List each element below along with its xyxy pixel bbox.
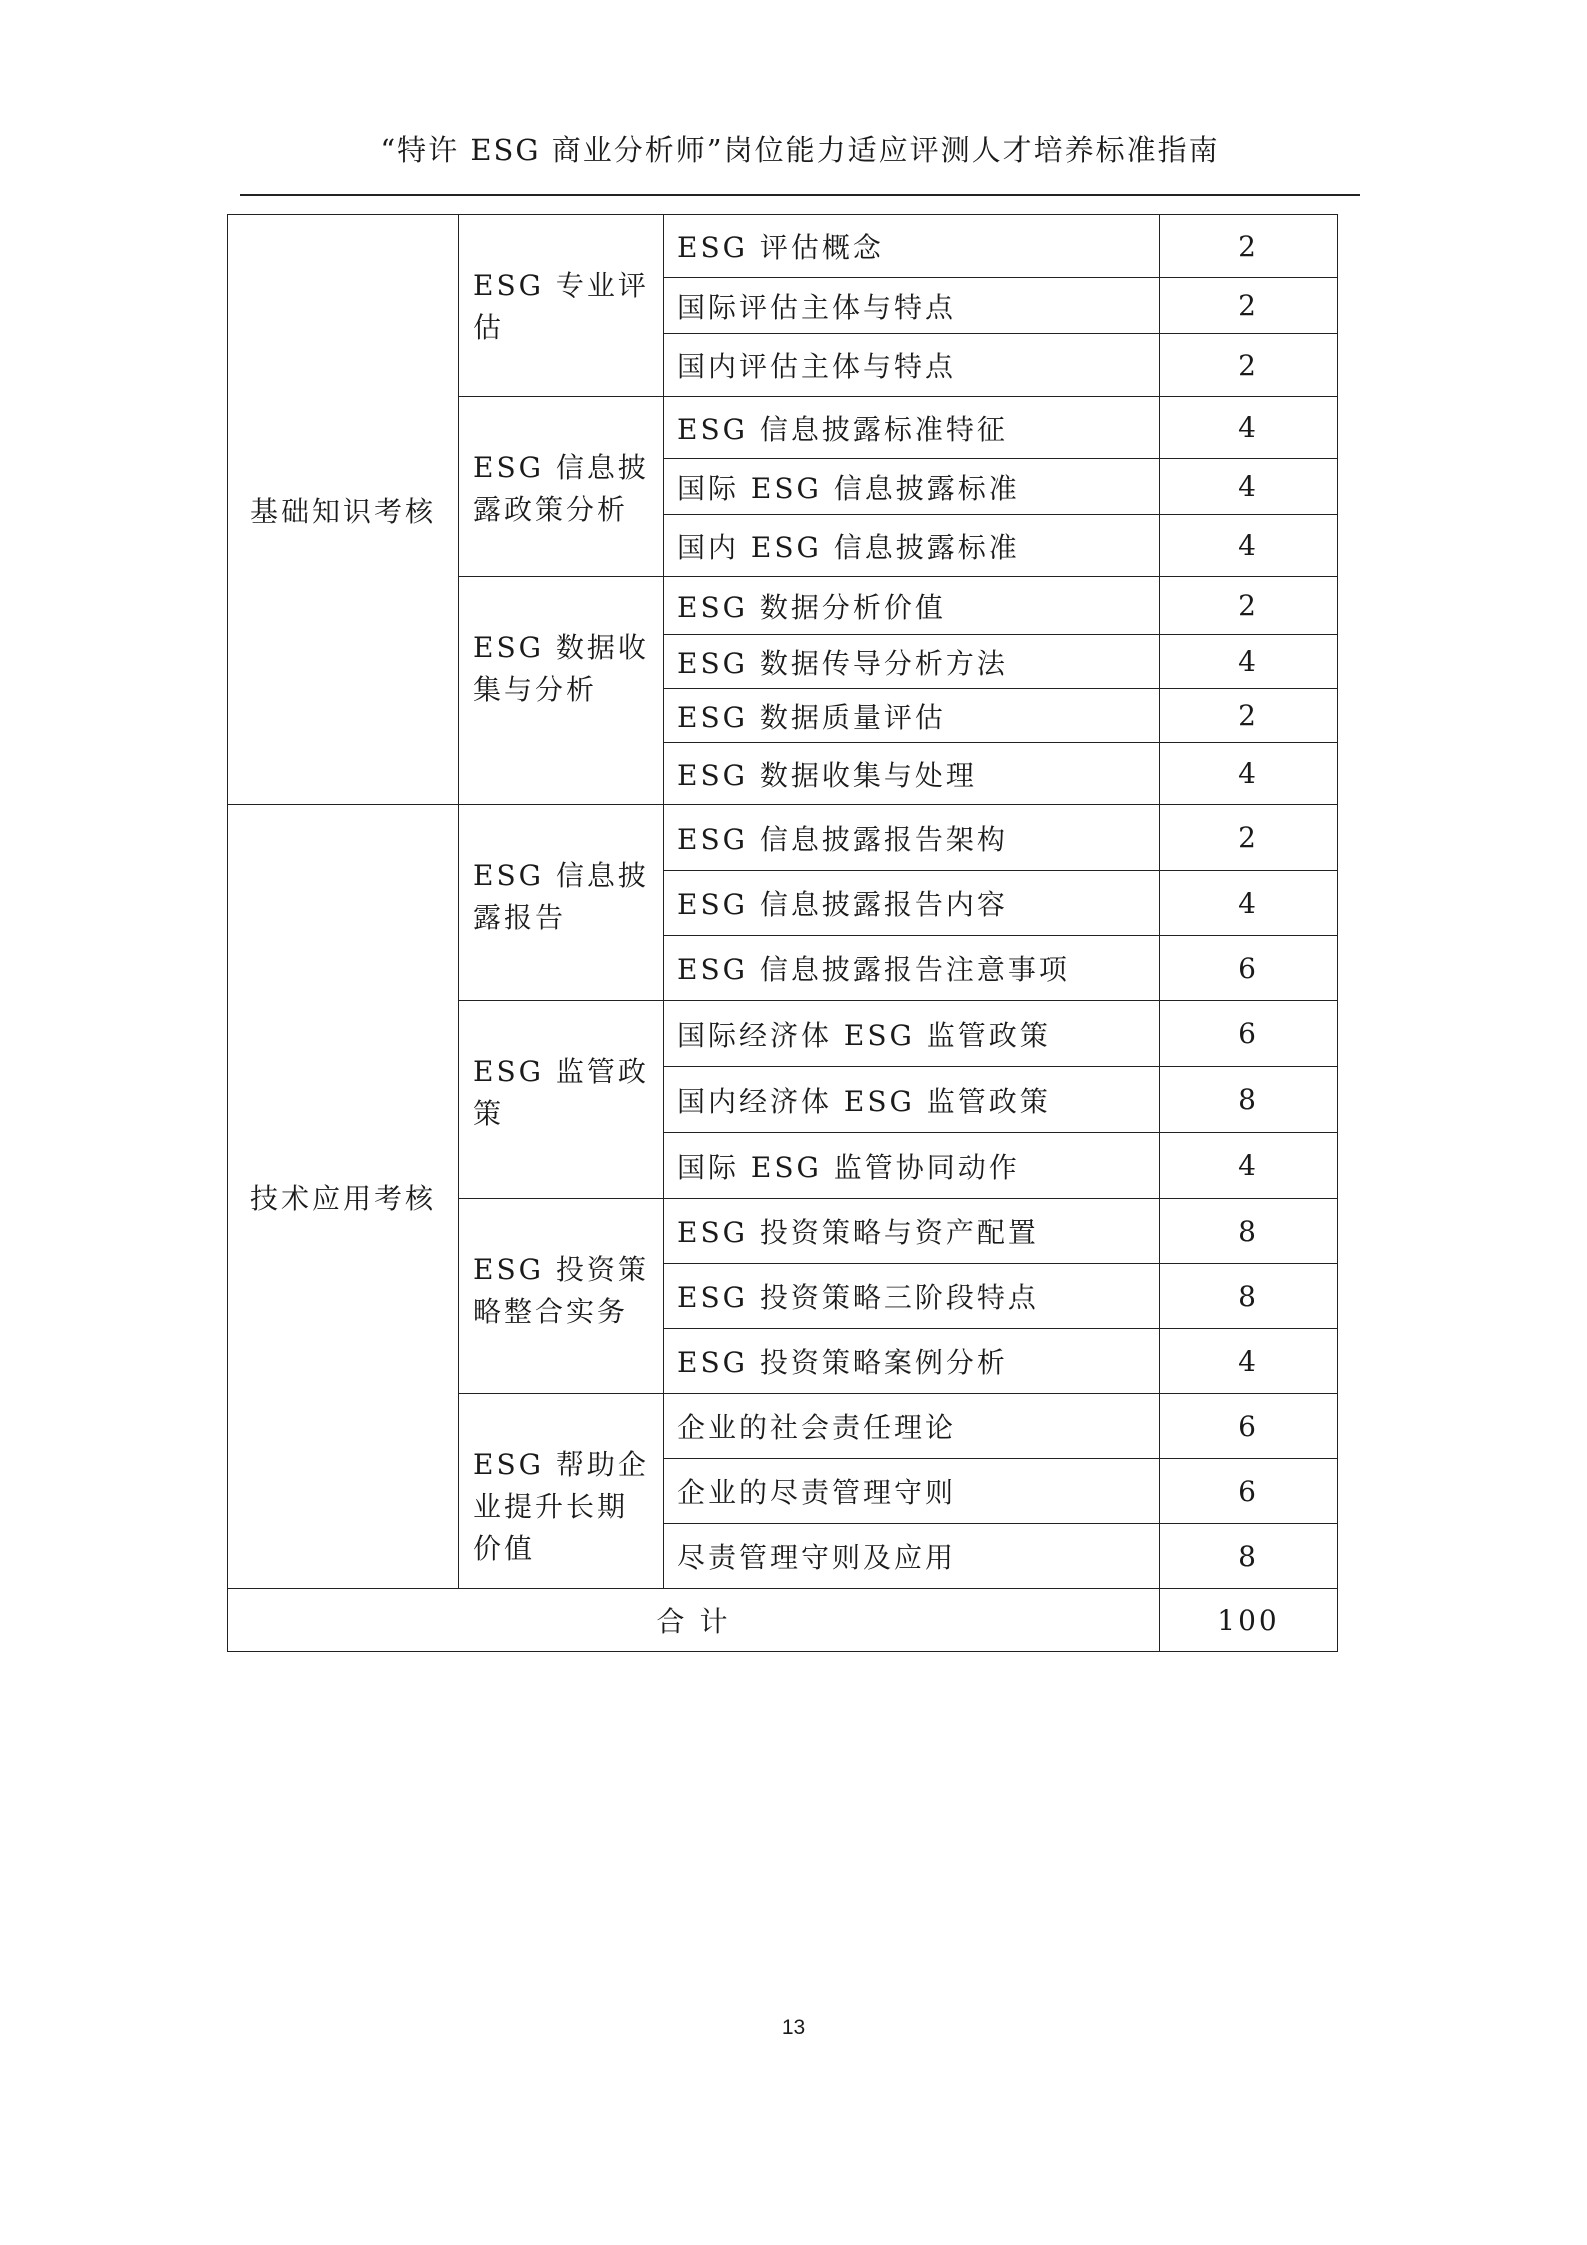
table-row: [228, 805, 1338, 871]
topic-cell: 国内 ESG 信息披露标准: [664, 515, 1160, 577]
topic-cell: 国际评估主体与特点: [664, 278, 1160, 334]
table-row: [228, 215, 1338, 278]
hours-cell: 6: [1160, 1001, 1338, 1067]
topic-cell: ESG 数据分析价值: [664, 577, 1160, 635]
hours-cell: 2: [1160, 689, 1338, 743]
topic-cell: ESG 数据质量评估: [664, 689, 1160, 743]
hours-cell: 4: [1160, 1133, 1338, 1199]
topic-cell: 国际经济体 ESG 监管政策: [664, 1001, 1160, 1067]
topic-cell: ESG 投资策略三阶段特点: [664, 1264, 1160, 1329]
total-value: 100: [1160, 1589, 1338, 1652]
hours-cell: 2: [1160, 278, 1338, 334]
hours-cell: 8: [1160, 1199, 1338, 1264]
module-cell: ESG 监管政策: [459, 1001, 664, 1199]
topic-cell: ESG 信息披露报告架构: [664, 805, 1160, 871]
hours-cell: 4: [1160, 635, 1338, 689]
module-cell: ESG 数据收集与分析: [459, 577, 664, 805]
header-divider: [240, 194, 1360, 196]
hours-cell: 6: [1160, 1394, 1338, 1459]
topic-cell: ESG 信息披露报告内容: [664, 871, 1160, 936]
topic-cell: 企业的社会责任理论: [664, 1394, 1160, 1459]
topic-cell: ESG 投资策略与资产配置: [664, 1199, 1160, 1264]
hours-cell: 4: [1160, 459, 1338, 515]
topic-cell: ESG 评估概念: [664, 215, 1160, 278]
topic-cell: ESG 信息披露标准特征: [664, 397, 1160, 459]
category-cell: 技术应用考核: [228, 805, 459, 1589]
module-cell: ESG 投资策略整合实务: [459, 1199, 664, 1394]
module-cell: ESG 信息披露政策分析: [459, 397, 664, 577]
hours-cell: 4: [1160, 743, 1338, 805]
topic-cell: 尽责管理守则及应用: [664, 1524, 1160, 1589]
topic-cell: 国内评估主体与特点: [664, 334, 1160, 397]
hours-cell: 4: [1160, 1329, 1338, 1394]
topic-cell: 企业的尽责管理守则: [664, 1459, 1160, 1524]
module-cell: ESG 信息披露报告: [459, 805, 664, 1001]
hours-cell: 2: [1160, 805, 1338, 871]
hours-cell: 6: [1160, 936, 1338, 1001]
topic-cell: ESG 数据收集与处理: [664, 743, 1160, 805]
topic-cell: 国际 ESG 信息披露标准: [664, 459, 1160, 515]
hours-cell: 2: [1160, 215, 1338, 278]
hours-cell: 8: [1160, 1067, 1338, 1133]
hours-cell: 4: [1160, 397, 1338, 459]
topic-cell: 国际 ESG 监管协同动作: [664, 1133, 1160, 1199]
module-cell: ESG 专业评估: [459, 215, 664, 397]
topic-cell: 国内经济体 ESG 监管政策: [664, 1067, 1160, 1133]
topic-cell: ESG 数据传导分析方法: [664, 635, 1160, 689]
hours-cell: 2: [1160, 577, 1338, 635]
category-cell: 基础知识考核: [228, 215, 459, 805]
hours-cell: 2: [1160, 334, 1338, 397]
page-number: 13: [781, 2016, 806, 2039]
module-cell: ESG 帮助企业提升长期价值: [459, 1394, 664, 1589]
hours-cell: 6: [1160, 1459, 1338, 1524]
total-label: 合 计: [228, 1589, 1160, 1652]
topic-cell: ESG 信息披露报告注意事项: [664, 936, 1160, 1001]
course-hours-table: [227, 214, 1338, 1652]
topic-cell: ESG 投资策略案例分析: [664, 1329, 1160, 1394]
hours-cell: 4: [1160, 871, 1338, 936]
hours-cell: 8: [1160, 1264, 1338, 1329]
page-header-title: “特许 ESG 商业分析师”岗位能力适应评测人才培养标准指南: [380, 133, 1220, 167]
total-row: [228, 1589, 1338, 1652]
hours-cell: 4: [1160, 515, 1338, 577]
hours-cell: 8: [1160, 1524, 1338, 1589]
